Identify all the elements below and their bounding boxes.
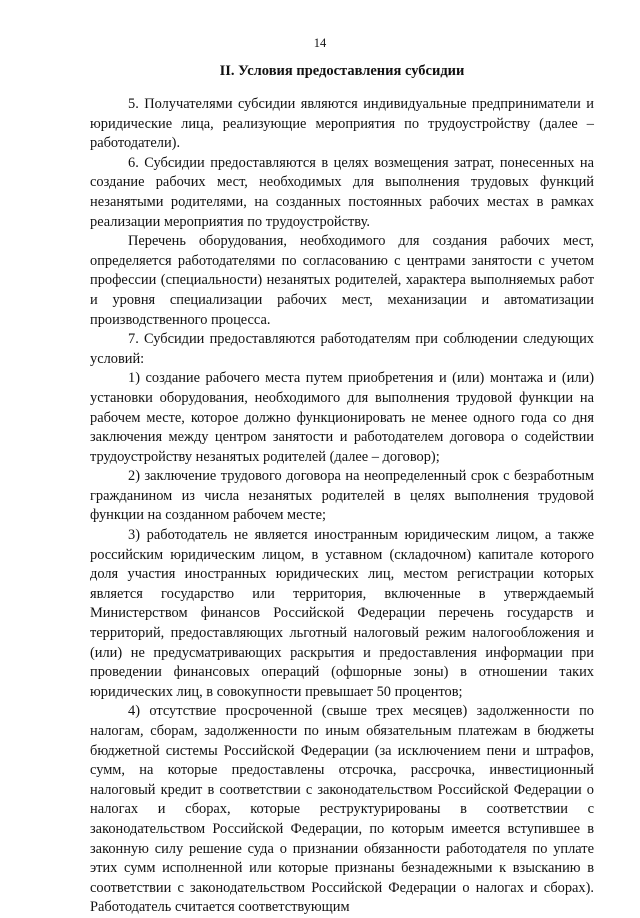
paragraph-5-recipients: 5. Получателями субсидии являются индивидуальные предприниматели и юридические лица, реализующие мероприятия по трудоустройству (далее – работодатели). xyxy=(90,96,594,152)
condition-2: 2) заключение трудового договора на неопределенный срок с безработным гражданином из числа незанятых родителей в целях выполнения трудовой функции на созданном рабочем месте; xyxy=(90,468,594,524)
section-title: II. Условия предоставления субсидии xyxy=(219,63,465,79)
page-number: 14 xyxy=(313,36,327,50)
paragraph-6-purpose: 6. Субсидии предоставляются в целях возмещения затрат, понесенных на создание рабочих мест, необходимых для выполнения трудовых функций незанятыми родителями, на созданных постоянных рабочих местах в рамках реализации мероприятия по трудоустройству. xyxy=(90,154,594,230)
paragraph-7-conditions: 7. Субсидии предоставляются работодателям при соблюдении следующих условий: xyxy=(90,331,594,367)
condition-3: 3) работодатель не является иностранным юридическим лицом, а также российским юридическим лицом, в уставном (складочном) капитале которого доля участия иностранных юридических лиц, местом регистрации которых является государство или территория, включенные в утверждаемый Министерством финансов Российской Федерации перечень государств и территорий, предоставляющих льготный налоговый режим налогообложения и (или) не предусматривающих раскрытия и предоставления информации при проведении финансовых операций (офшорные зоны) в отношении таких юридических лиц, в совокупности превышает 50 процентов; xyxy=(90,527,594,700)
condition-1: 1) создание рабочего места путем приобретения и (или) монтажа и (или) установки оборудования, необходимого для выполнения трудовой функции на рабочем месте, которое должно функционировать не менее одного года со дня заключения между центром занятости и работодателем договора о содействии трудоустройству незанятых родителей (далее – договор); xyxy=(90,370,594,465)
paragraph-equipment-list: Перечень оборудования, необходимого для создания рабочих мест, определяется работодателями по согласованию с центрами занятости с учетом профессии (специальности) незанятых родителей, характера выполняемых работ и уровня специализации рабочих мест, механизации и автоматизации производственного процесса. xyxy=(90,233,594,328)
condition-4: 4) отсутствие просроченной (свыше трех месяцев) задолженности по налогам, сборам, задолженности по иным обязательным платежам в бюджеты бюджетной системы Российской Федерации (за исключением пени и штрафов, сумм, на которые предоставлены отсрочка, рассрочка, инвестиционный налоговый кредит в соответствии с законодательством Российской Федерации о налогах и сборах, которые реструктурированы в соответствии с законодательством Российской Федерации, по которым имеется вступившее в законную силу решение суда о признании обязанности работодателя по уплате этих сумм исполненной или которые признаны безнадежными к взысканию в соответствии с законодательством Российской Федерации о налогах и сборах). Работодатель считается соответствующим xyxy=(90,703,594,916)
document-body xyxy=(90,95,594,918)
